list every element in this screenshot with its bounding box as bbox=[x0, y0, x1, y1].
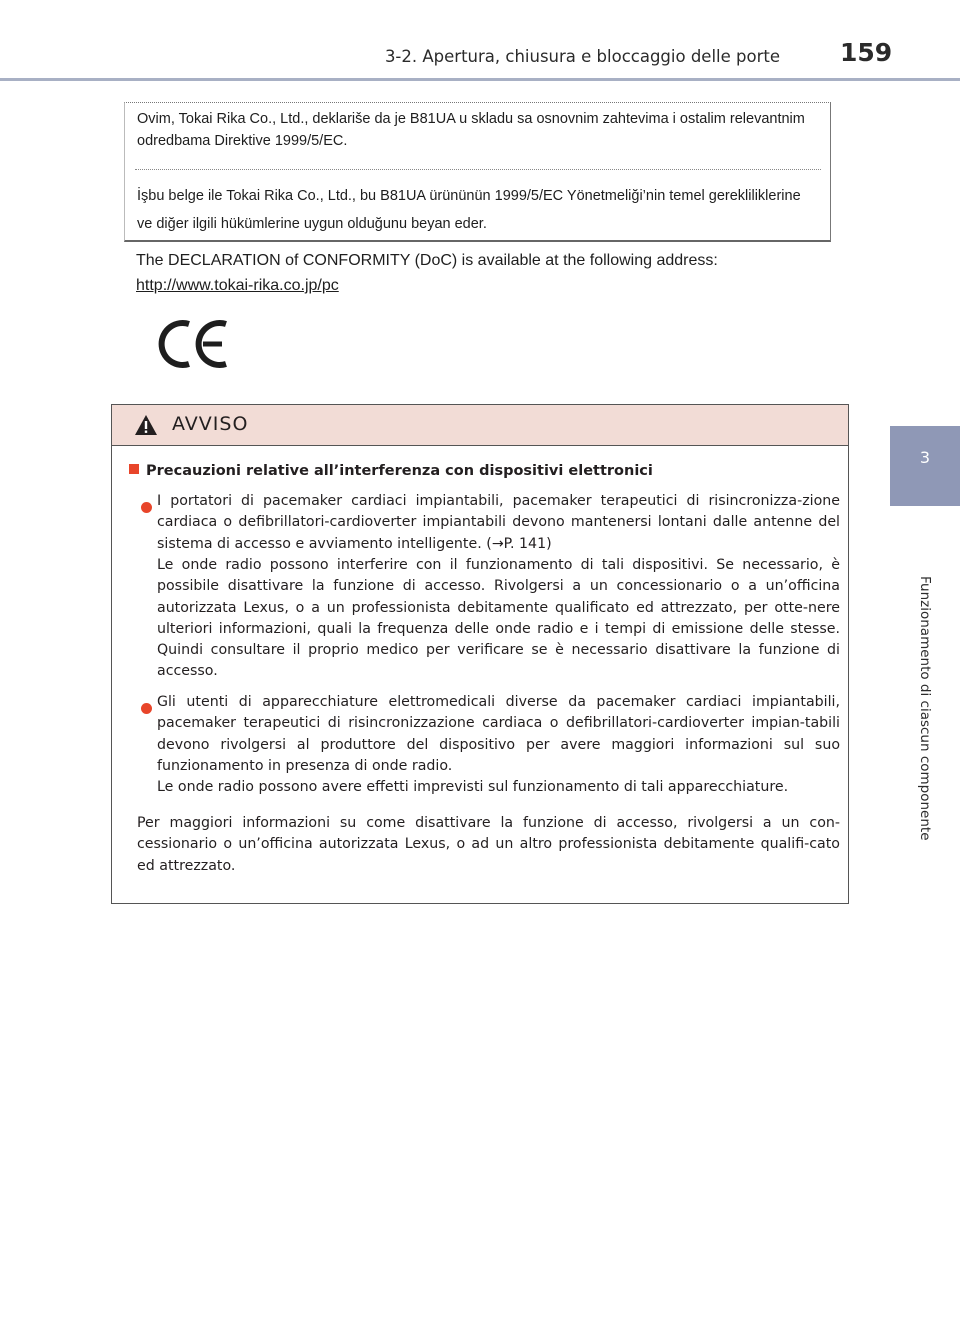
warning-box bbox=[111, 404, 849, 904]
square-bullet-icon bbox=[129, 464, 139, 474]
section-heading-text: Precauzioni relative all’interferenza con dispositivi elettronici bbox=[146, 463, 653, 479]
bullet-icon bbox=[141, 703, 152, 714]
section-heading bbox=[129, 463, 653, 479]
note-paragraph: Per maggiori informazioni su come disattivare la funzione di accesso, rivolgersi a un con-cessionario o un’officina autorizzata Lexus, o ad un altro professionista debitamente qualifi-cato ed attrezzato. bbox=[137, 815, 840, 874]
header-rule bbox=[0, 78, 960, 81]
bullet1-paragraph2: Le onde radio possono interferire con il funzionamento di tali dispositivi. Se necessario, è possibile disattivare la funzione di accesso. Rivolgersi a un concessionario o a un’officina autorizzata Lexus, o a un professionista debitamente qualificato ed attrezzato, per otte-nere ulteriori informazioni, quali la frequenza delle onde radio e i tempi di emissione delle stesse. Quindi consultare il proprio medico per verificare se è necessario disattivare la funzione di accesso. bbox=[157, 557, 840, 680]
bullet2-paragraph1: Gli utenti di apparecchiature elettromedicali diverse da pacemaker cardiaci impiantabili, pacemaker terapeutici di risincronizzazione cardiaca o defibrillatori-cardioverter impian-tabili devono rivolgersi al produttore del dispositivo per avere maggiori informazioni sul suo funzionamento in presenza di onde radio. bbox=[157, 694, 840, 774]
declaration-bosnian: Ovim, Tokai Rika Co., Ltd., deklariše da je B81UA u skladu sa osnovnim zahtevima i ostalim relevantnim odredbama Direktive 1999/5/EC. bbox=[137, 111, 805, 149]
ce-mark-icon bbox=[156, 318, 231, 370]
bullet1-paragraph1: I portatori di pacemaker cardiaci impiantabili, pacemaker terapeutici di risincronizza-zione cardiaca o defibrillatori-cardioverter impiantabili devono mantenersi lontani dalle antenne del sistema di accesso e avviamento intelligente. (→P. 141) bbox=[157, 493, 840, 552]
declaration-box bbox=[124, 102, 831, 242]
warning-header bbox=[112, 405, 848, 446]
doc-availability-text: The DECLARATION of CONFORMITY (DoC) is available at the following address: bbox=[136, 252, 718, 269]
chapter-label: Funzionamento di ciascun componente bbox=[917, 576, 933, 841]
bullet2-paragraph2: Le onde radio possono avere effetti imprevisti sul funzionamento di tali apparecchiature. bbox=[157, 779, 789, 795]
page-header bbox=[0, 0, 960, 80]
chapter-number: 3 bbox=[919, 448, 931, 467]
declaration-separator bbox=[135, 169, 821, 170]
warning-title: AVVISO bbox=[172, 413, 249, 435]
page-number: 159 bbox=[840, 38, 893, 67]
declaration-turkish: İşbu belge ile Tokai Rika Co., Ltd., bu B81UA ürününün 1999/5/EC Yönetmeliği’nin temel gerekliliklerine ve diğer ilgili hükümlerine uygun olduğunu beyan eder. bbox=[137, 188, 801, 232]
chapter-tab bbox=[890, 426, 960, 506]
section-title: 3-2. Apertura, chiusura e bloccaggio delle porte bbox=[384, 47, 780, 66]
warning-triangle-icon bbox=[134, 414, 158, 436]
bullet-icon bbox=[141, 502, 152, 513]
doc-url-link[interactable]: http://www.tokai-rika.co.jp/pc bbox=[136, 277, 339, 294]
